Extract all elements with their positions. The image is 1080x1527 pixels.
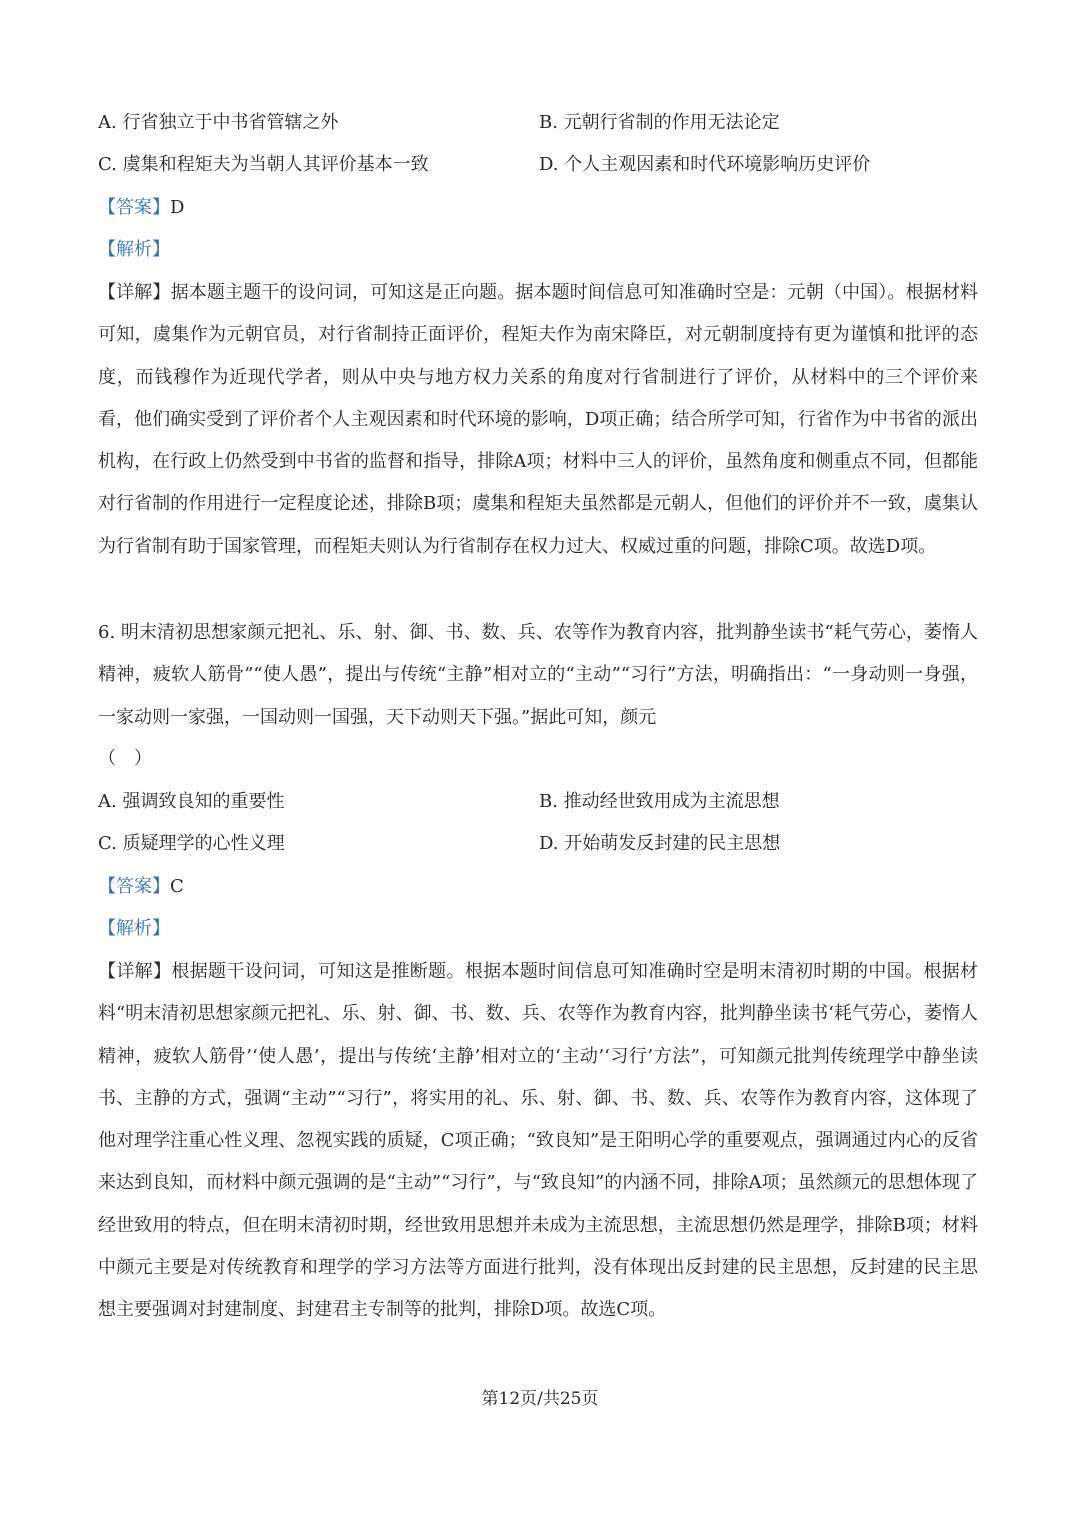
q5-detail-paragraph [98, 272, 978, 568]
q5-answer-value: D [170, 197, 185, 218]
q5-detail-text: 据本题主题干的设问词，可知这是正向题。据本题时间信息可知准确时空是：元朝（中国）。根据材料可知，虞集作为元朝官员，对行省制持正面评价，程矩夫作为南宋降臣，对元朝制度持有更为谨慎和批评的态度，而钱穆作为近现代学者，则从中央与地方权力关系的角度对行省制进行了评价，从材料中的三个评价来看，他们确实受到了评价者个人主观因素和时代环境的影响，D项正确；结合所学可知，行省作为中书省的派出机构，在行政上仍然受到中书省的监督和指导，排除A项；材料中三人的评价，虽然角度和侧重点不同，但都能对行省制的作用进行一定程度论述，排除B项；虞集和程矩夫虽然都是元朝人，但他们的评价并不一致，虞集认为行省制有助于国家管理，而程矩夫则认为行省制存在权力过大、权威过重的问题，排除C项。故选D项。 [98, 282, 979, 557]
q6-analysis-line [98, 909, 170, 949]
q6-answer-tag: 【答案】 [98, 876, 170, 897]
q6-analysis-tag: 【解析】 [98, 918, 170, 939]
q6-detail-text: 根据题干设问词，可知这是推断题。根据本题时间信息可知准确时空是明末清初时期的中国。根据材料“明末清初思想家颜元把礼、乐、射、御、书、数、兵、农等作为教育内容，批判静坐读书‘耗气劳心，萎惰人精神，疲软人筋骨’‘使人愚’，提出与传统‘主静’相对立的‘主动’‘习行’方法”，可知颜元批判传统理学中静坐读书、主静的方式，强调“主动”“习行”，将实用的礼、乐、射、御、书、数、兵、农等作为教育内容，这体现了他对理学注重心性义理、忽视实践的质疑，C项正确；“致良知”是王阳明心学的重要观点，强调通过内心的反省来达到良知，而材料中颜元强调的是“主动”“习行”，与“致良知”的内涵不同，排除A项；虽然颜元的思想体现了经世致用的特点，但在明末清初时期，经世致用思想并未成为主流思想，主流思想仍然是理学，排除B项；材料中颜元主要是对传统教育和理学的学习方法等方面进行批判，没有体现出反封建的民主思想，反封建的民主思想主要强调对封建制度、封建君主专制等的批判，排除D项。故选C项。 [98, 961, 979, 1321]
q5-options-row-1 [98, 103, 998, 143]
q5-option-d: D. 个人主观因素和时代环境影响历史评价 [539, 154, 871, 175]
q5-detail-tag: 【详解】 [98, 282, 171, 303]
q6-detail-paragraph [98, 951, 978, 1332]
q6-options-row-2 [98, 824, 998, 864]
q6-answer-line [98, 867, 184, 907]
q6-option-c: C. 质疑理学的心性义理 [98, 833, 285, 854]
q5-option-b: B. 元朝行省制的作用无法论定 [539, 112, 780, 133]
q5-options-row-2 [98, 145, 998, 185]
q6-stem-text: 6. 明末清初思想家颜元把礼、乐、射、御、书、数、兵、农等作为教育内容，批判静坐读书“耗气劳心，萎惰人精神，疲软人筋骨”“使人愚”，提出与传统“主静”相对立的“主动”“习行”方法，明确指出：“一身动则一身强，一家动则一家强，一国动则一国强，天下动则天下强。”据此可知，颜元 [98, 622, 978, 728]
q5-answer-line [98, 188, 184, 228]
q5-analysis-line [98, 230, 170, 270]
q5-option-c: C. 虞集和程矩夫为当朝人其评价基本一致 [98, 154, 429, 175]
page-number-footer: 第12页/共25页 [481, 1389, 599, 1409]
q5-analysis-tag: 【解析】 [98, 239, 170, 260]
q5-option-a: A. 行省独立于中书省管辖之外 [98, 112, 339, 133]
q5-answer-tag: 【答案】 [98, 197, 170, 218]
q6-options-row-1 [98, 782, 998, 822]
q6-option-a: A. 强调致良知的重要性 [98, 791, 285, 812]
q6-detail-tag: 【详解】 [98, 961, 172, 982]
q6-option-b: B. 推动经世致用成为主流思想 [539, 791, 780, 812]
q6-answer-bracket: （ ） [98, 748, 152, 769]
q6-option-d: D. 开始萌发反封建的民主思想 [539, 833, 781, 854]
q6-stem-paragraph [98, 612, 978, 739]
q6-answer-value: C [170, 876, 184, 897]
